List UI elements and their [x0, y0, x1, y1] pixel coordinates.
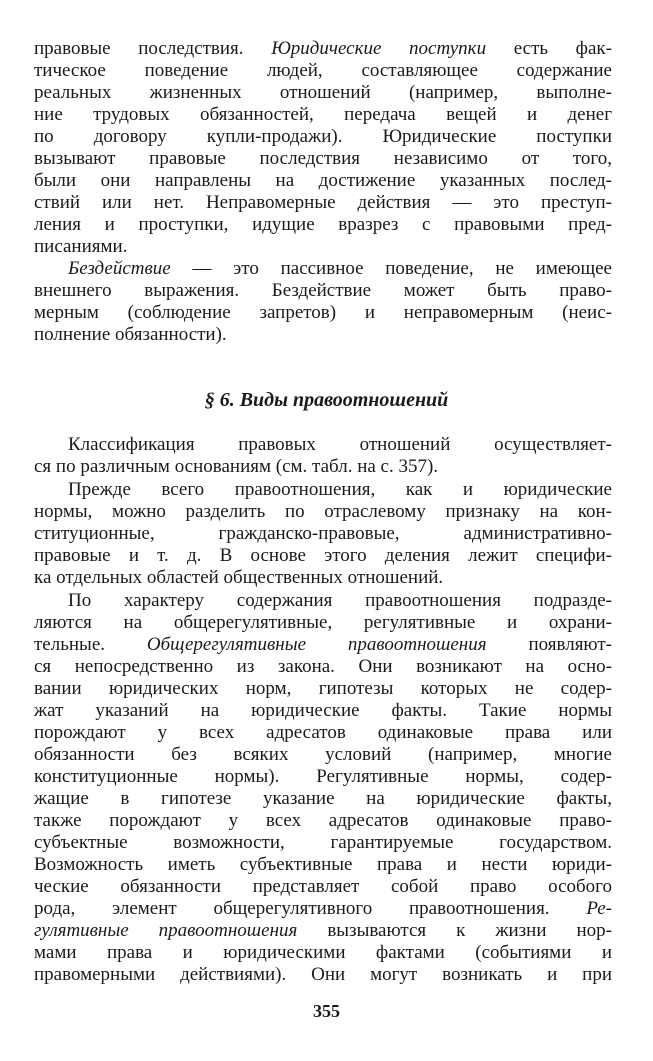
text-line-23: ляются на общерегулятивные, регулятивные и охрани-	[34, 612, 612, 633]
text-line-17: Прежде всего правоотношения, как и юридические	[68, 479, 612, 500]
page-number: 355	[313, 1001, 340, 1021]
text-line-4: ние трудовых обязанностей, передача вещей и денег	[34, 104, 612, 125]
text-line-11: Бездействие — это пассивное поведение, не имеющее	[68, 258, 612, 279]
text-line-39: правомерными действиями). Они могут возникать и при	[34, 964, 612, 985]
text-line-29: обязанности без всяких условий (например, многие	[34, 744, 612, 765]
text-line-3: реальных жизненных отношений (например, выполне-	[34, 82, 612, 103]
text-line-1: правовые последствия. Юридические поступки есть фак-	[34, 38, 612, 59]
text-line-14: полнение обязанности).	[34, 324, 227, 345]
text-line-9: ления и проступки, идущие вразрез с правовыми пред-	[34, 214, 612, 235]
text-line-31: жащие в гипотезе указание на юридические факты,	[34, 788, 612, 809]
text-line-24: тельные. Общерегулятивные правоотношения появляют-	[34, 634, 612, 655]
text-line-33: субъектные возможности, гарантируемые государством.	[34, 832, 612, 853]
text-line-26: вании юридических норм, гипотезы которых не содер-	[34, 678, 612, 699]
text-line-16: ся по различным основаниям (см. табл. на с. 357).	[34, 456, 439, 477]
text-line-22: По характеру содержания правоотношения подразде-	[68, 590, 612, 611]
text-line-19: ституционные, гражданско-правовые, административно-	[34, 523, 612, 544]
text-line-30: конституционные нормы). Регулятивные нормы, содер-	[34, 766, 612, 787]
text-line-20: правовые и т. д. В основе этого деления лежит специфи-	[34, 545, 612, 566]
text-line-28: порождают у всех адресатов одинаковые права или	[34, 722, 612, 743]
text-line-36: рода, элемент общерегулятивного правоотношения. Ре-	[34, 898, 612, 919]
text-line-27: жат указаний на юридические факты. Такие нормы	[34, 700, 612, 721]
text-line-7: были они направлены на достижение указанных послед-	[34, 170, 612, 191]
text-line-25: ся непосредственно из закона. Они возникают на осно-	[34, 656, 612, 677]
text-line-8: ствий или нет. Неправомерные действия — это преступ-	[34, 192, 612, 213]
text-line-2: тическое поведение людей, составляющее содержание	[34, 60, 612, 81]
text-line-34: Возможность иметь субъективные права и нести юриди-	[34, 854, 612, 875]
text-line-32: также порождают у всех адресатов одинаковые право-	[34, 810, 612, 831]
text-line-37: гулятивные правоотношения вызываются к жизни нор-	[34, 920, 612, 941]
section-heading: § 6. Виды правоотношений	[204, 389, 449, 411]
text-line-5: по договору купли-продажи). Юридические поступки	[34, 126, 612, 147]
text-line-38: мами права и юридическими фактами (событиями и	[34, 942, 612, 963]
text-line-10: писаниями.	[34, 236, 128, 257]
text-line-6: вызывают правовые последствия независимо от того,	[34, 148, 612, 169]
text-line-15: Классификация правовых отношений осуществляет-	[68, 434, 612, 455]
text-line-12: внешнего выражения. Бездействие может быть право-	[34, 280, 612, 301]
text-line-18: нормы, можно разделить по отраслевому признаку на кон-	[34, 501, 612, 522]
text-line-35: ческие обязанности представляет собой право особого	[34, 876, 612, 897]
text-line-21: ка отдельных областей общественных отношений.	[34, 567, 444, 588]
text-line-13: мерным (соблюдение запретов) и неправомерным (неис-	[34, 302, 612, 323]
